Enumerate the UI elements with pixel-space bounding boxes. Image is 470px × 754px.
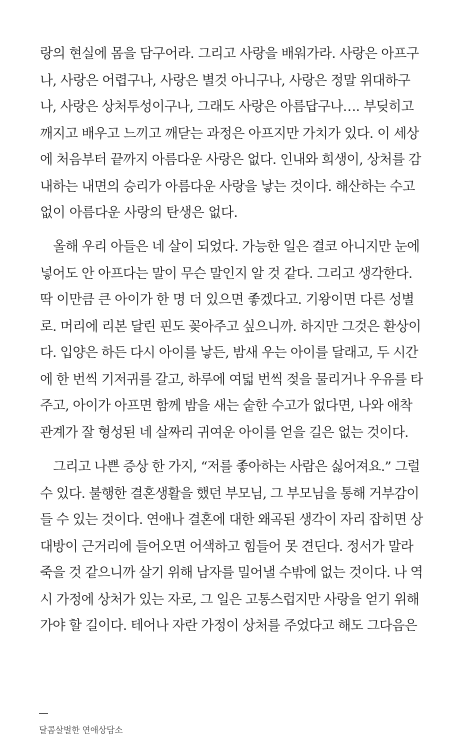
- text-line: 넣어도 안 아프다는 말이 무슨 말인지 알 것 같다. 그리고 생각한다.: [40, 266, 413, 282]
- paragraph-1: [40, 42, 440, 228]
- text-line: 에 처음부터 끝까지 아름다운 사랑은 없다. 인내와 희생이, 상처를 감: [40, 153, 421, 168]
- text-line: 관계가 잘 형성된 네 살짜리 귀여운 아이를 얻을 길은 없는 것이다.: [40, 425, 409, 441]
- text-line: 수 있다. 불행한 결혼생활을 했던 부모님, 그 부모님을 통해 거부감이: [40, 486, 419, 502]
- text-line: 올해 우리 아들은 네 살이 되었다. 가능한 일은 결코 아니지만 눈에: [53, 240, 420, 256]
- text-line: 가야 할 길이다. 테어나 자란 가정이 상처를 주었다고 해도 그다음은: [40, 619, 418, 635]
- text-line: 나, 사랑은 어렵구나, 사랑은 별것 아니구나, 사랑은 정말 위대하구: [40, 73, 411, 89]
- running-footer-title: 달콤살벌한 연애상담소: [39, 726, 123, 736]
- paragraph-3: [40, 455, 440, 641]
- text-line: 들 수 있는 것이다. 연애나 결혼에 대한 왜곡된 생각이 자리 잡히면 상: [40, 513, 423, 529]
- text-line: 에 한 번씩 기저귀를 갈고, 하루에 여덟 번씩 젖을 물리거나 우유를 타: [40, 372, 423, 388]
- text-line: 시 가정에 상처가 있는 자로, 그 일은 고통스럽지만 사랑을 얻기 위해: [40, 592, 419, 608]
- body-text: [40, 42, 440, 641]
- text-line: 나, 사랑은 상처투성이구나, 그래도 사랑은 아름답구나…. 부딪히고: [40, 100, 414, 115]
- footer-rule: [39, 713, 48, 714]
- text-line: 죽을 것 같으니까 살기 위해 남자를 밀어낼 수밖에 없는 것이다. 나 역: [40, 566, 423, 582]
- text-line: 딱 이만큼 큰 아이가 한 명 더 있으면 좋겠다고. 기왕이면 다른 성별: [40, 293, 415, 309]
- text-line: 주고, 아이가 아프면 함께 밤을 새는 숱한 수고가 없다면, 나와 애착: [40, 399, 413, 415]
- text-line: 깨지고 배우고 느끼고 깨닫는 과정은 아프지만 가치가 있다. 이 세상: [40, 126, 419, 142]
- text-line: 그리고 나쁜 증상 한 가지, “저를 좋아하는 사람은 싫어져요.” 그럴: [53, 460, 420, 476]
- text-line: 없이 아름다운 사랑의 탄생은 없다.: [40, 206, 238, 221]
- paragraph-2: [40, 235, 440, 447]
- text-line: 로. 머리에 리본 달린 핀도 꽂아주고 싶으니까. 하지만 그것은 환상이: [40, 319, 421, 335]
- text-line: 다. 입양은 하든 다시 아이를 낳든, 밤새 우는 아이를 달래고, 두 시간: [40, 346, 418, 362]
- text-line: 내하는 내면의 승리가 아름다운 사랑을 낳는 것이다. 해산하는 수고: [40, 179, 415, 195]
- text-line: 랑의 현실에 몸을 담구어라. 그리고 사랑을 배워가라. 사랑은 아프구: [40, 47, 419, 62]
- text-line: 대방이 근거리에 들어오면 어색하고 힘들어 못 견딘다. 정서가 말라: [40, 539, 414, 555]
